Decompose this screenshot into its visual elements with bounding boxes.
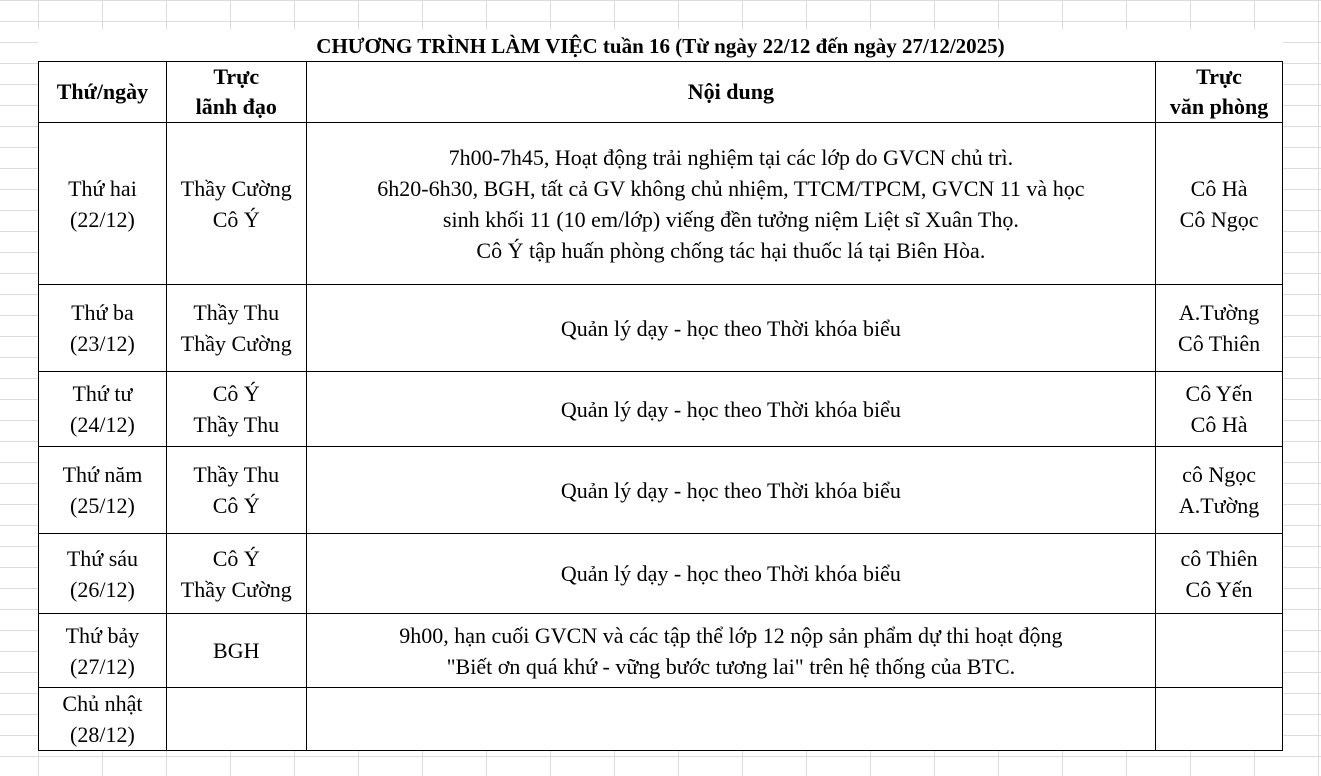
day-cell	[39, 372, 167, 447]
leader-name: Thầy Cường	[180, 576, 292, 602]
content-cell	[306, 372, 1156, 447]
day-name: Thứ tư	[72, 381, 133, 406]
content-line: Quản lý dạy - học theo Thời khóa biểu	[560, 315, 901, 341]
content-cell	[306, 123, 1156, 285]
office-cell	[1156, 285, 1283, 372]
leader-cell	[166, 534, 306, 614]
office-staff: A.Tường	[1178, 493, 1260, 518]
leader-cell	[166, 123, 306, 285]
header-leader	[166, 62, 306, 123]
content-cell	[306, 285, 1156, 372]
schedule-title: CHƯƠNG TRÌNH LÀM VIỆC tuần 16 (Từ ngày 22/12 đến ngày 27/12/2025)	[316, 34, 1005, 58]
leader-cell	[166, 447, 306, 534]
content-line: 6h20-6h30, BGH, tất cả GV không chủ nhiệm, TTCM/TPCM, GVCN 11 và học	[377, 175, 1085, 201]
office-staff: Cô Hà	[1190, 412, 1248, 437]
office-staff: Cô Thiên	[1178, 331, 1261, 356]
leader-name: Thầy Thu	[193, 300, 280, 325]
day-date: (27/12)	[70, 653, 135, 679]
leader-name: Thầy Cường	[180, 331, 292, 356]
day-name: Chủ nhật	[62, 691, 143, 716]
day-name: Thứ ba	[71, 300, 134, 325]
table-row	[39, 614, 1283, 688]
header-leader-line1: Trực	[213, 64, 260, 89]
office-cell	[1156, 123, 1283, 285]
day-cell	[39, 285, 167, 372]
day-name: Thứ năm	[62, 462, 143, 487]
header-leader-line2: lãnh đạo	[195, 94, 277, 119]
office-staff: Cô Yến	[1185, 576, 1253, 602]
content-line: Quản lý dạy - học theo Thời khóa biểu	[560, 477, 901, 503]
office-staff: Cô Ngọc	[1179, 206, 1259, 232]
leader-name: BGH	[213, 638, 260, 663]
leader-name: Cô Ý	[212, 381, 260, 406]
leader-cell	[166, 285, 306, 372]
table-row	[39, 372, 1283, 447]
leader-name: Cô Ý	[212, 545, 260, 571]
office-staff: cô Ngọc	[1182, 462, 1257, 487]
office-cell	[1156, 534, 1283, 614]
content-line: sinh khối 11 (10 em/lớp) viếng đền tưởng niệm Liệt sĩ Xuân Thọ.	[442, 206, 1019, 232]
office-cell	[1156, 688, 1283, 751]
office-staff: Cô Yến	[1185, 381, 1253, 406]
table-row	[39, 123, 1283, 285]
day-date: (26/12)	[70, 576, 135, 602]
day-cell	[39, 447, 167, 534]
day-name: Thứ sáu	[66, 545, 139, 571]
office-cell	[1156, 614, 1283, 688]
content-line: Quản lý dạy - học theo Thời khóa biểu	[560, 561, 901, 586]
office-staff: A.Tường	[1178, 300, 1260, 325]
table-row	[39, 285, 1283, 372]
day-cell	[39, 123, 167, 285]
day-name: Thứ hai	[68, 175, 137, 201]
header-office-line2: văn phòng	[1169, 94, 1269, 119]
table-row	[39, 534, 1283, 614]
leader-cell	[166, 614, 306, 688]
day-date: (24/12)	[70, 412, 135, 437]
header-day: Thứ/ngày	[39, 62, 167, 123]
content-cell	[306, 614, 1156, 688]
day-date: (22/12)	[70, 206, 135, 232]
office-cell	[1156, 447, 1283, 534]
day-date: (23/12)	[70, 331, 135, 356]
office-cell	[1156, 372, 1283, 447]
table-row	[39, 447, 1283, 534]
leader-name: Thầy Thu	[193, 462, 280, 487]
header-row	[39, 62, 1283, 123]
content-cell	[306, 447, 1156, 534]
schedule-table	[38, 61, 1283, 751]
schedule-sheet	[38, 29, 1283, 747]
content-line: 9h00, hạn cuối GVCN và các tập thể lớp 12 nộp sản phẩm dự thi hoạt động	[399, 622, 1063, 648]
leader-cell	[166, 372, 306, 447]
day-date: (25/12)	[70, 493, 135, 518]
office-staff: Cô Hà	[1190, 175, 1248, 201]
content-line: 7h00-7h45, Hoạt động trải nghiệm tại các lớp do GVCN chủ trì.	[448, 144, 1014, 170]
day-cell	[39, 534, 167, 614]
content-line: Quản lý dạy - học theo Thời khóa biểu	[560, 396, 901, 422]
leader-cell	[166, 688, 306, 751]
table-row	[39, 688, 1283, 751]
header-content: Nội dung	[306, 62, 1156, 123]
day-cell	[39, 688, 167, 751]
office-staff: cô Thiên	[1180, 545, 1258, 571]
header-office	[1156, 62, 1283, 123]
leader-name: Cô Ý	[212, 206, 260, 232]
header-office-line1: Trực	[1196, 64, 1242, 89]
content-line: "Biết ơn quá khứ - vững bước tương lai" trên hệ thống của BTC.	[446, 653, 1016, 679]
content-cell	[306, 688, 1156, 751]
leader-name: Thầy Thu	[193, 412, 280, 437]
leader-name: Cô Ý	[212, 493, 260, 518]
leader-name: Thầy Cường	[180, 175, 292, 201]
day-date: (28/12)	[70, 722, 135, 747]
content-line: Cô Ý tập huấn phòng chống tác hại thuốc lá tại Biên Hòa.	[476, 237, 986, 263]
content-cell	[306, 534, 1156, 614]
day-name: Thứ bảy	[65, 622, 140, 648]
day-cell	[39, 614, 167, 688]
